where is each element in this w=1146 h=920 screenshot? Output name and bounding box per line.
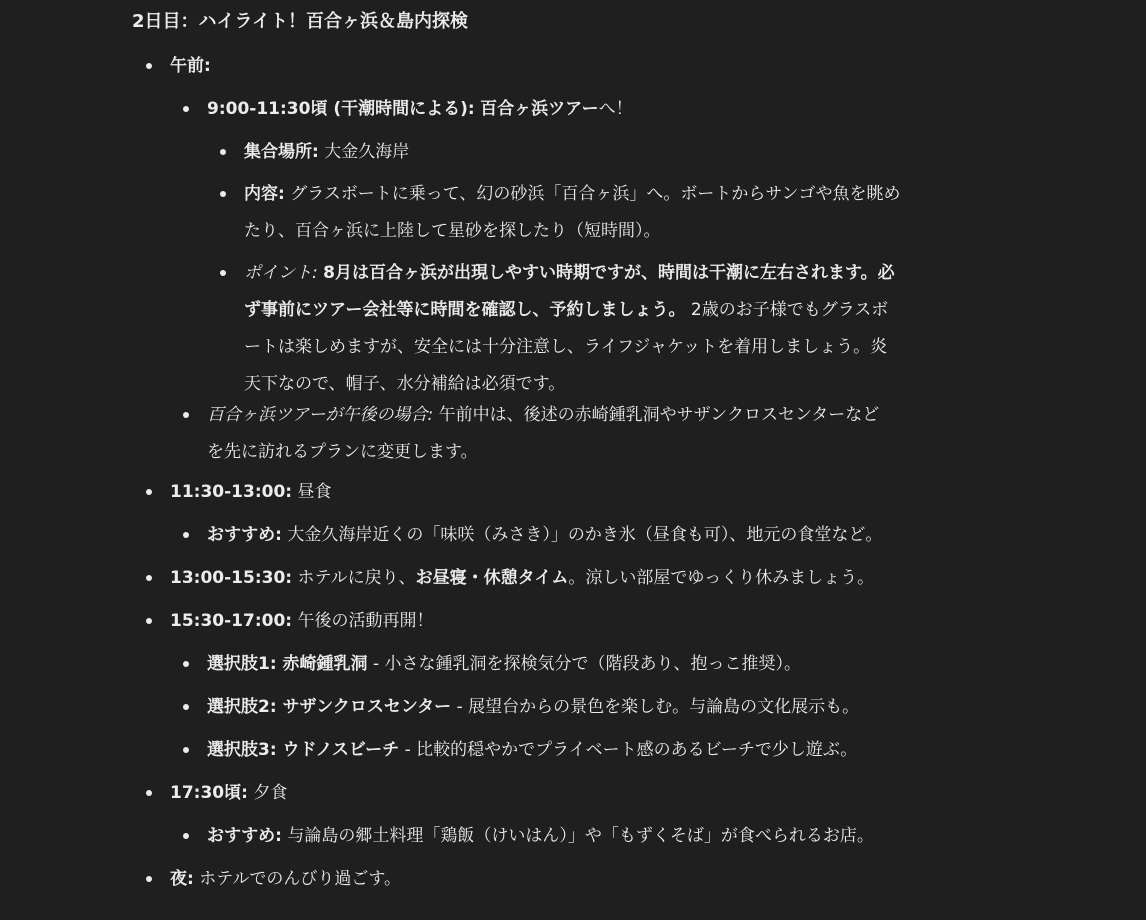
- item-text: 2歳のお子様でもグラスボ: [690, 300, 889, 320]
- list-item-meeting-place: [244, 134, 984, 171]
- bullet: [146, 618, 152, 624]
- item-text: ホテルに戻り、: [297, 568, 416, 588]
- item-bold-text: お昼寝・休憩タイム: [415, 568, 569, 588]
- item-label: 選択肢3: ウドノスビーチ: [207, 740, 400, 760]
- list-item-option-1: [207, 646, 987, 683]
- bullet: [220, 270, 226, 276]
- item-label: 11:30-13:00:: [170, 482, 293, 502]
- item-text: 昼食: [297, 482, 332, 502]
- item-text: 大金久海岸: [324, 142, 410, 162]
- list-item-lunch: [170, 474, 990, 511]
- item-bold-text: ず事前にツアー会社等に時間を確認し、予約しましょう。: [244, 300, 686, 320]
- item-label: 内容:: [244, 184, 285, 204]
- item-label: 15:30-17:00:: [170, 611, 293, 631]
- item-text: ホテルでのんびり過ごす。: [199, 869, 402, 889]
- list-item-point: [244, 255, 984, 403]
- bullet: [183, 532, 189, 538]
- item-label: 選択肢2: サザンクロスセンター: [207, 697, 452, 717]
- bullet: [183, 747, 189, 753]
- item-text: - 比較的穏やかでプライベート感のあるビーチで少し遊ぶ。: [399, 740, 858, 760]
- item-text: ートは楽しめますが、安全には十分注意し、ライフジャケットを着用しましょう。炎: [244, 337, 888, 357]
- list-item-dinner: [170, 775, 990, 812]
- bullet: [146, 790, 152, 796]
- item-text: 午前中は、後述の赤崎鍾乳洞やサザンクロスセンターなど: [438, 405, 880, 425]
- list-item-option-2: [207, 689, 987, 726]
- item-text: 午後の活動再開！: [297, 611, 434, 631]
- list-item-dinner-recommend: [207, 818, 987, 855]
- list-item-morning: [170, 48, 990, 85]
- bullet: [183, 704, 189, 710]
- item-text: たり、百合ヶ浜に上陸して星砂を探したり（短時間）。: [244, 221, 661, 241]
- list-item-afternoon-tour-case: [207, 397, 987, 471]
- item-bold-text: 百合ヶ浜ツアー: [480, 99, 599, 119]
- item-text: グラスボートに乗って、幻の砂浜「百合ヶ浜」へ。ボートからサンゴや魚を眺め: [290, 184, 901, 204]
- bullet: [183, 412, 189, 418]
- item-label: ポイント:: [244, 263, 318, 283]
- item-label: 百合ヶ浜ツアーが午後の場合:: [207, 405, 434, 425]
- item-label: 9:00-11:30頃 (干潮時間による):: [207, 99, 475, 119]
- bullet: [183, 833, 189, 839]
- list-item-content: [244, 176, 984, 250]
- item-text: 。涼しい部屋でゆっくり休みましょう。: [568, 568, 875, 588]
- item-text: 天下なので、帽子、水分補給は必須です。: [244, 374, 566, 394]
- item-label: おすすめ:: [207, 826, 282, 846]
- bullet: [220, 191, 226, 197]
- item-label: 集合場所:: [244, 142, 319, 162]
- list-item-night: [170, 861, 990, 898]
- item-label: 17:30頃:: [170, 783, 248, 803]
- item-text: を先に訪れるプランに変更します。: [207, 442, 478, 462]
- bullet: [183, 106, 189, 112]
- item-text: 大金久海岸近くの「味咲（みさき）」のかき氷（昼食も可）、地元の食堂など。: [287, 525, 883, 545]
- item-label: 午前:: [170, 56, 211, 76]
- item-text: へ！: [598, 99, 633, 119]
- list-item-nap: [170, 560, 990, 597]
- bullet: [146, 876, 152, 882]
- item-bold-text: 8月は百合ヶ浜が出現しやすい時期ですが、時間は干潮に左右されます。必: [323, 263, 895, 283]
- item-text: - 小さな鍾乳洞を探検気分で（階段あり、抱っこ推奨）。: [367, 654, 801, 674]
- list-item-lunch-recommend: [207, 517, 987, 554]
- bullet: [146, 63, 152, 69]
- item-label: 夜:: [170, 869, 194, 889]
- item-label: 13:00-15:30:: [170, 568, 293, 588]
- item-label: おすすめ:: [207, 525, 282, 545]
- item-text: - 展望台からの景色を楽しむ。与論島の文化展示も。: [451, 697, 860, 717]
- list-item-afternoon: [170, 603, 990, 640]
- list-item-yurigahama-tour: [207, 91, 987, 128]
- bullet: [146, 489, 152, 495]
- bullet: [146, 575, 152, 581]
- item-label: 選択肢1: 赤崎鍾乳洞: [207, 654, 368, 674]
- section-heading: 2日目：ハイライト！百合ヶ浜＆島内探検: [132, 11, 468, 32]
- bullet: [183, 661, 189, 667]
- list-item-option-3: [207, 732, 987, 769]
- bullet: [220, 149, 226, 155]
- item-text: 夕食: [253, 783, 288, 803]
- item-text: 与論島の郷土料理「鶏飯（けいはん）」や「もずくそば」が食べられるお店。: [287, 826, 874, 846]
